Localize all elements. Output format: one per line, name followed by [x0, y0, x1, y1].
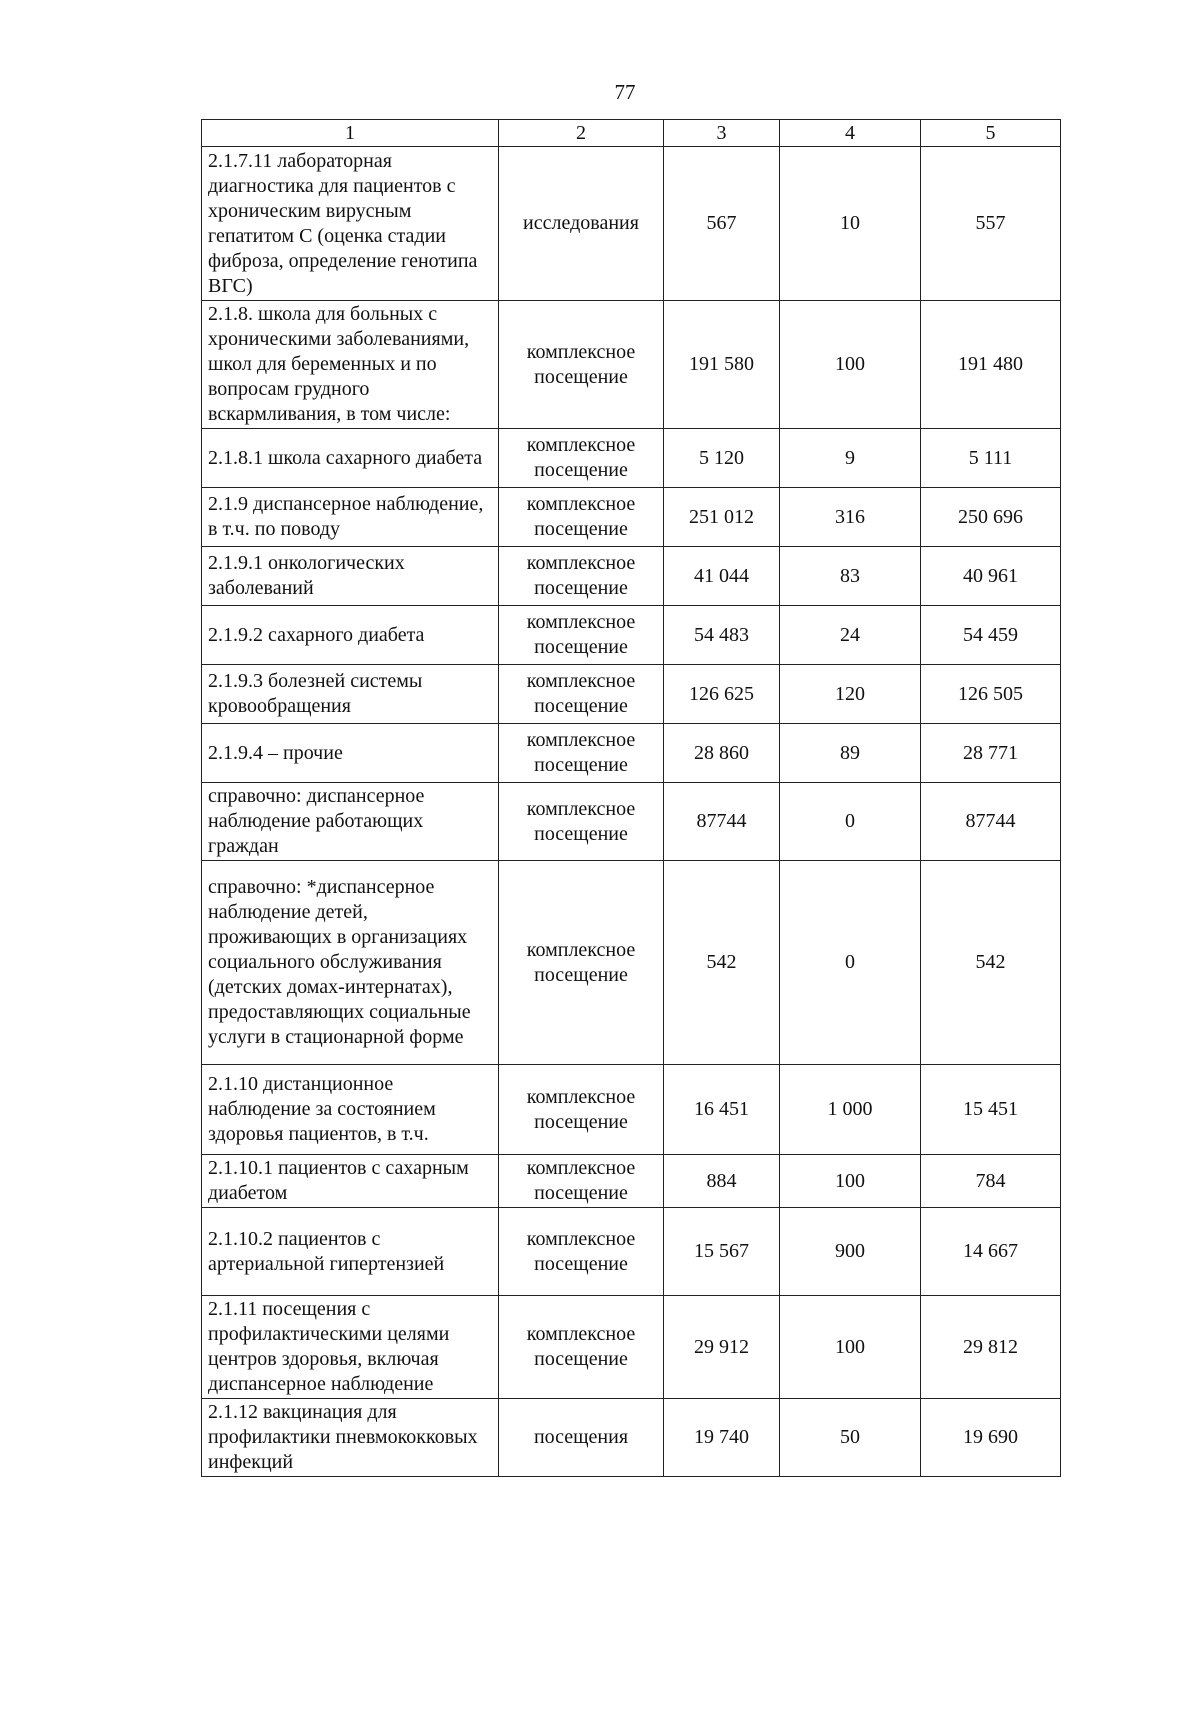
value-cell: 19 740	[664, 1399, 780, 1477]
value-cell: 542	[664, 861, 780, 1065]
column-header: 5	[921, 120, 1061, 147]
unit-cell: комплексное посещение	[499, 1208, 664, 1296]
row-name-cell: 2.1.9.2 сахарного диабета	[202, 606, 499, 665]
value-cell: 87744	[921, 783, 1061, 861]
table-row	[202, 1296, 1061, 1399]
value-cell: 16 451	[664, 1065, 780, 1155]
unit-cell: комплексное посещение	[499, 1155, 664, 1208]
table-row	[202, 547, 1061, 606]
row-name-cell: 2.1.9 диспансерное наблюдение, в т.ч. по поводу	[202, 488, 499, 547]
unit-cell: исследования	[499, 147, 664, 301]
row-name-cell: 2.1.8.1 школа сахарного диабета	[202, 429, 499, 488]
value-cell: 24	[780, 606, 921, 665]
unit-cell: посещения	[499, 1399, 664, 1477]
value-cell: 100	[780, 301, 921, 429]
unit-cell: комплексное посещение	[499, 606, 664, 665]
value-cell: 15 567	[664, 1208, 780, 1296]
row-name-cell: 2.1.10 дистанционное наблюдение за состоянием здоровья пациентов, в т.ч.	[202, 1065, 499, 1155]
value-cell: 120	[780, 665, 921, 724]
page-number: 77	[614, 80, 636, 104]
table-row	[202, 861, 1061, 1065]
value-cell: 100	[780, 1296, 921, 1399]
table-row	[202, 1065, 1061, 1155]
value-cell: 0	[780, 861, 921, 1065]
table-row	[202, 147, 1061, 301]
value-cell: 126 625	[664, 665, 780, 724]
value-cell: 41 044	[664, 547, 780, 606]
table-row	[202, 1399, 1061, 1477]
data-table	[201, 119, 1061, 1477]
table-row	[202, 665, 1061, 724]
value-cell: 29 912	[664, 1296, 780, 1399]
value-cell: 784	[921, 1155, 1061, 1208]
value-cell: 5 111	[921, 429, 1061, 488]
table-row	[202, 783, 1061, 861]
value-cell: 50	[780, 1399, 921, 1477]
unit-cell: комплексное посещение	[499, 1296, 664, 1399]
unit-cell: комплексное посещение	[499, 665, 664, 724]
value-cell: 251 012	[664, 488, 780, 547]
value-cell: 54 459	[921, 606, 1061, 665]
value-cell: 567	[664, 147, 780, 301]
unit-cell: комплексное посещение	[499, 301, 664, 429]
row-name-cell: справочно: *диспансерное наблюдение детей, проживающих в организациях социального обслуживания (детских домах-интернатах), предоставляющих социальные услуги в стационарной форме	[202, 861, 499, 1065]
value-cell: 5 120	[664, 429, 780, 488]
value-cell: 14 667	[921, 1208, 1061, 1296]
column-header: 3	[664, 120, 780, 147]
row-name-cell: 2.1.11 посещения с профилактическими целями центров здоровья, включая диспансерное наблюдение	[202, 1296, 499, 1399]
value-cell: 28 771	[921, 724, 1061, 783]
unit-cell: комплексное посещение	[499, 861, 664, 1065]
unit-cell: комплексное посещение	[499, 783, 664, 861]
table-row	[202, 1208, 1061, 1296]
value-cell: 9	[780, 429, 921, 488]
row-name-cell: 2.1.7.11 лабораторная диагностика для пациентов с хроническим вирусным гепатитом С (оценка стадии фиброза, определение генотипа ВГС)	[202, 147, 499, 301]
value-cell: 89	[780, 724, 921, 783]
unit-cell: комплексное посещение	[499, 488, 664, 547]
value-cell: 54 483	[664, 606, 780, 665]
row-name-cell: 2.1.10.2 пациентов с артериальной гипертензией	[202, 1208, 499, 1296]
table-row	[202, 488, 1061, 547]
value-cell: 557	[921, 147, 1061, 301]
value-cell: 83	[780, 547, 921, 606]
value-cell: 191 580	[664, 301, 780, 429]
table-row	[202, 429, 1061, 488]
value-cell: 884	[664, 1155, 780, 1208]
unit-cell: комплексное посещение	[499, 547, 664, 606]
column-header: 4	[780, 120, 921, 147]
row-name-cell: 2.1.9.4 – прочие	[202, 724, 499, 783]
value-cell: 29 812	[921, 1296, 1061, 1399]
value-cell: 191 480	[921, 301, 1061, 429]
row-name-cell: справочно: диспансерное наблюдение работающих граждан	[202, 783, 499, 861]
value-cell: 15 451	[921, 1065, 1061, 1155]
unit-cell: комплексное посещение	[499, 1065, 664, 1155]
row-name-cell: 2.1.8. школа для больных с хроническими заболеваниями, школ для беременных и по вопросам грудного вскармливания, в том числе:	[202, 301, 499, 429]
unit-cell: комплексное посещение	[499, 724, 664, 783]
value-cell: 126 505	[921, 665, 1061, 724]
column-header: 2	[499, 120, 664, 147]
value-cell: 900	[780, 1208, 921, 1296]
value-cell: 316	[780, 488, 921, 547]
value-cell: 28 860	[664, 724, 780, 783]
row-name-cell: 2.1.12 вакцинация для профилактики пневмококковых инфекций	[202, 1399, 499, 1477]
value-cell: 100	[780, 1155, 921, 1208]
value-cell: 1 000	[780, 1065, 921, 1155]
table-row	[202, 724, 1061, 783]
table-row	[202, 606, 1061, 665]
table-row	[202, 301, 1061, 429]
table-row	[202, 1155, 1061, 1208]
value-cell: 19 690	[921, 1399, 1061, 1477]
row-name-cell: 2.1.9.1 онкологических заболеваний	[202, 547, 499, 606]
column-header: 1	[202, 120, 499, 147]
row-name-cell: 2.1.10.1 пациентов с сахарным диабетом	[202, 1155, 499, 1208]
unit-cell: комплексное посещение	[499, 429, 664, 488]
value-cell: 87744	[664, 783, 780, 861]
value-cell: 10	[780, 147, 921, 301]
value-cell: 250 696	[921, 488, 1061, 547]
value-cell: 542	[921, 861, 1061, 1065]
value-cell: 40 961	[921, 547, 1061, 606]
table-header-row	[202, 120, 1061, 147]
row-name-cell: 2.1.9.3 болезней системы кровообращения	[202, 665, 499, 724]
value-cell: 0	[780, 783, 921, 861]
